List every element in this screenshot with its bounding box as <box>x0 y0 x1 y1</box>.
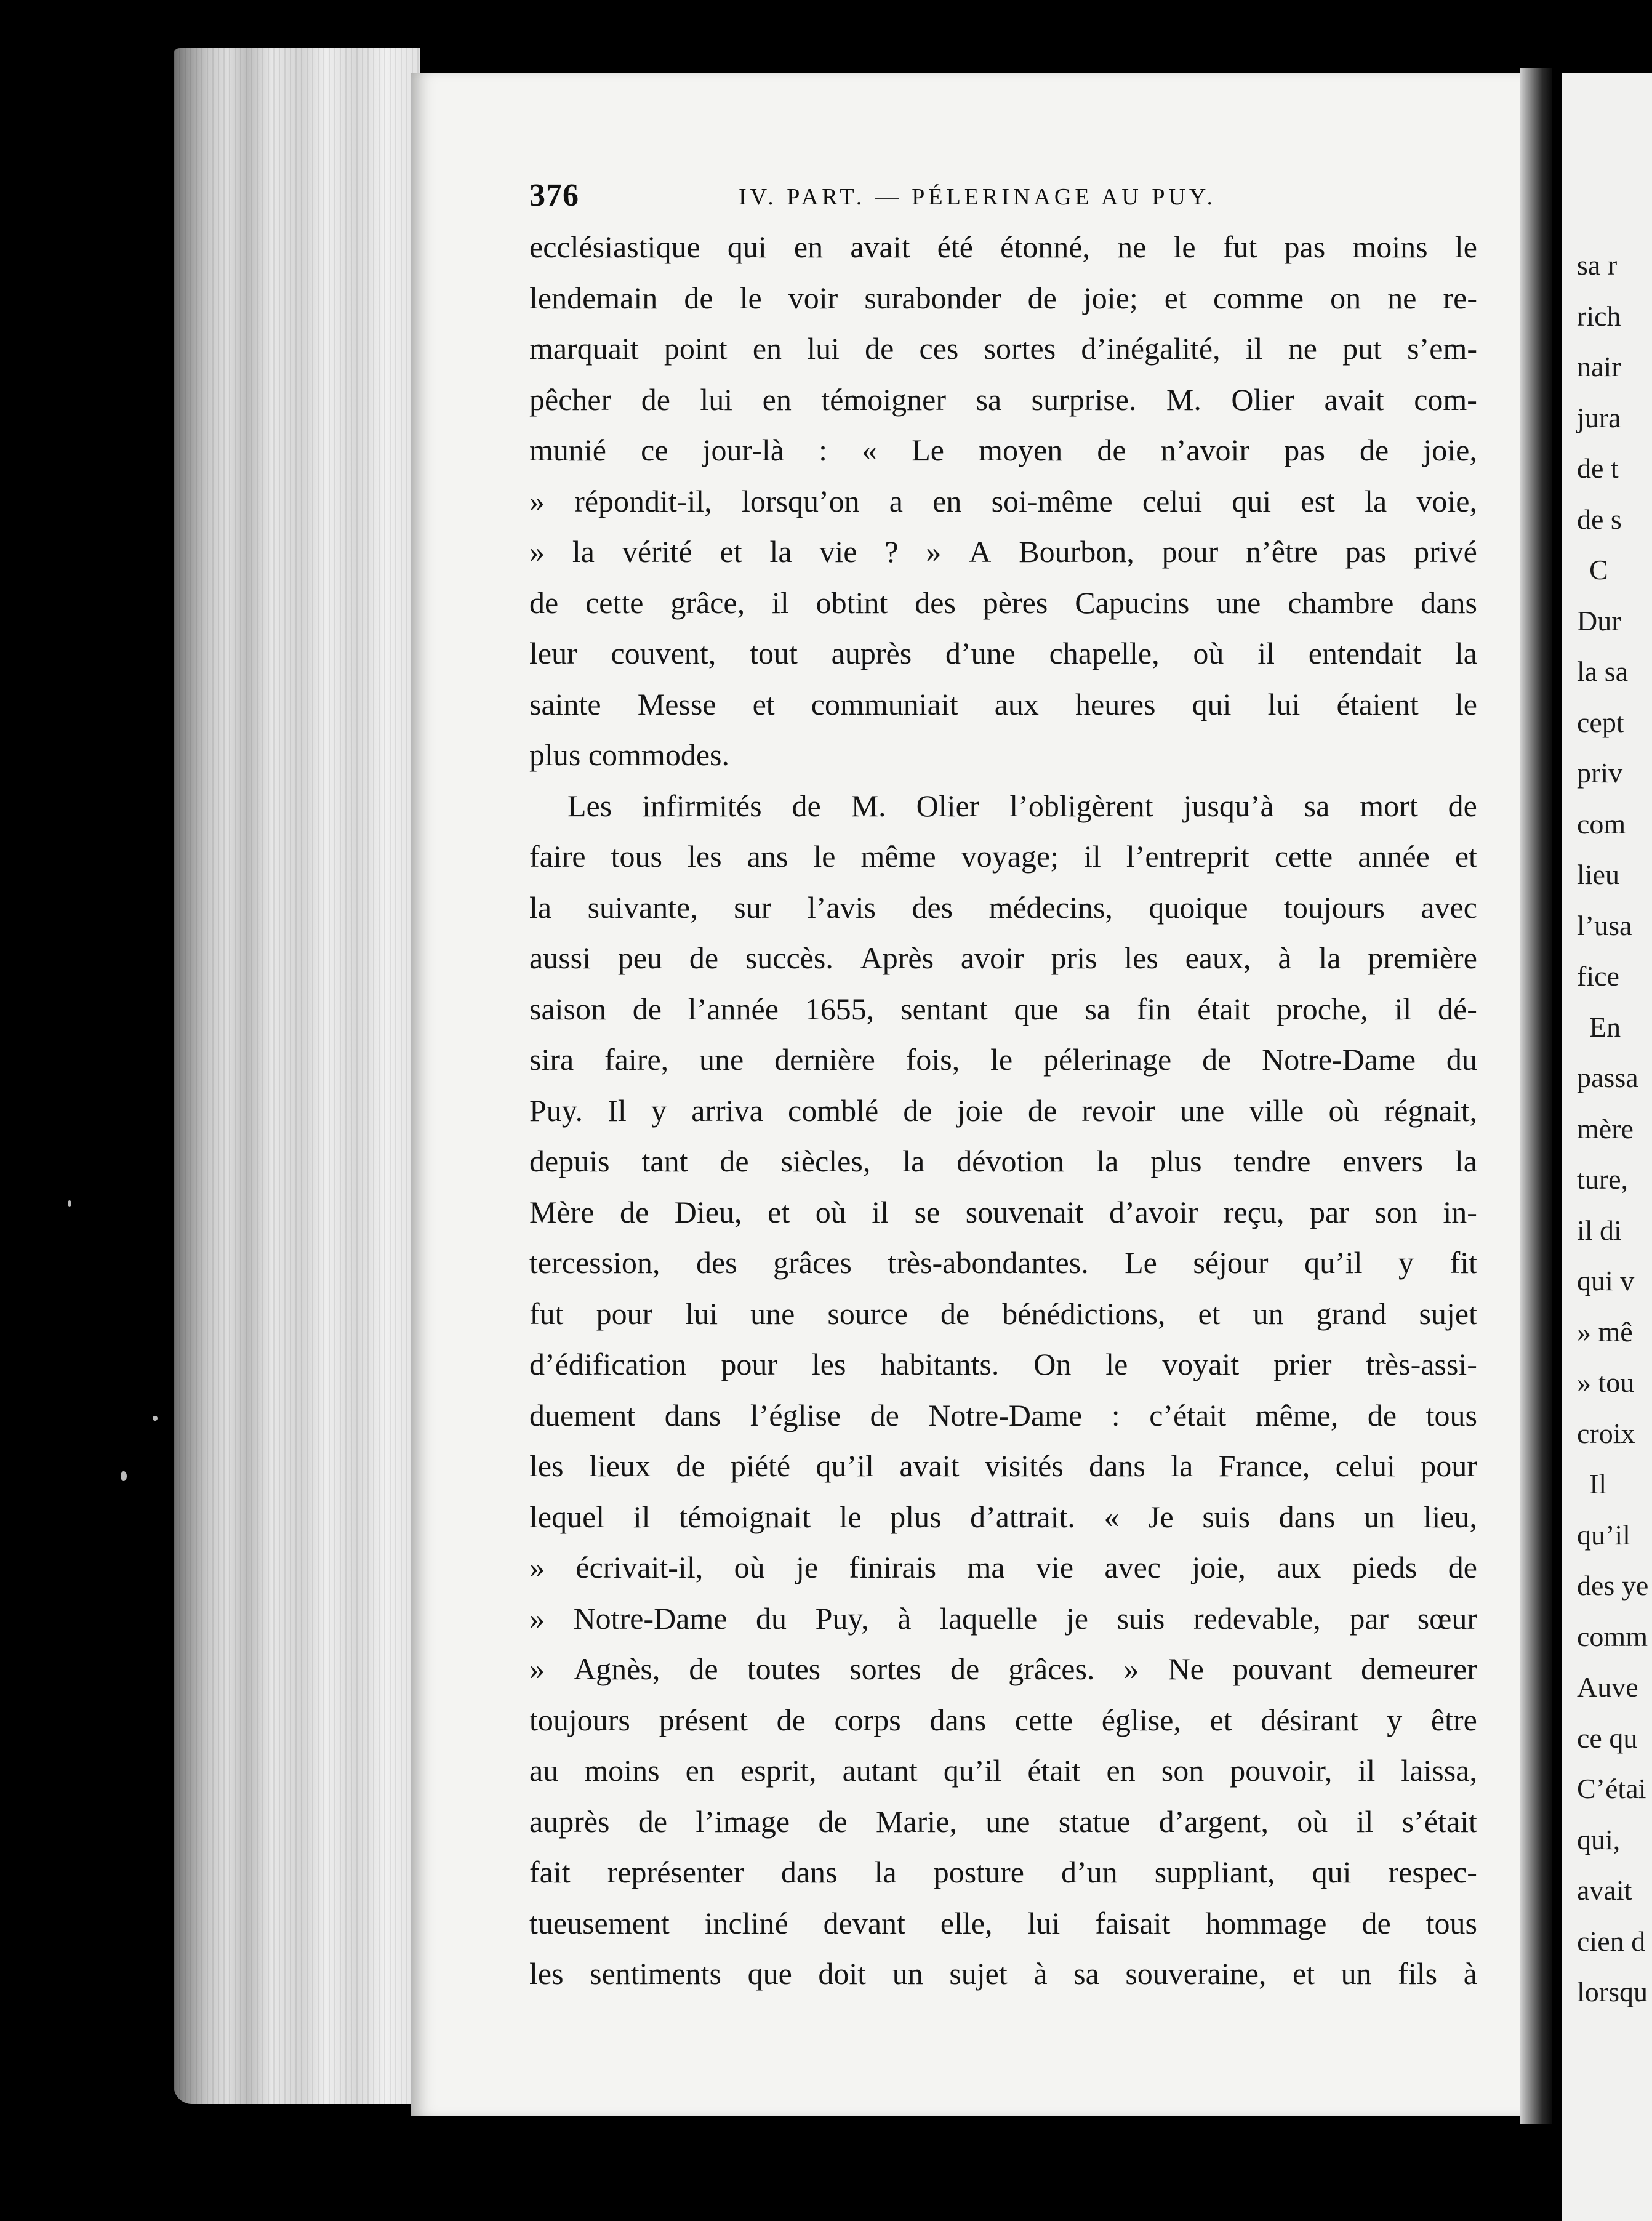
right-page-line: qui, <box>1577 1823 1621 1855</box>
text-line: d’édification pour les habitants. On le voyait prier très-assi- <box>529 1347 1477 1381</box>
text-line: tercession, des grâces très-abondantes. Le séjour qu’il y fit <box>529 1245 1477 1280</box>
text-line: Mère de Dieu, et où il se souvenait d’avoir reçu, par son in- <box>529 1194 1477 1229</box>
right-page-line: ture, <box>1577 1163 1629 1195</box>
text-line: faire tous les ans le même voyage; il l’entreprit cette année et <box>529 839 1477 874</box>
text-line: tueusement incliné devant elle, lui faisait hommage de tous <box>529 1905 1477 1940</box>
text-line: lequel il témoignait le plus d’attrait. « Je suis dans un lieu, <box>529 1499 1477 1534</box>
text-line: » la vérité et la vie ? » A Bourbon, pour n’être pas privé <box>529 534 1477 569</box>
text-line: plus commodes. <box>529 737 729 772</box>
right-page-line: com <box>1577 808 1626 840</box>
text-line: ecclésiastique qui en avait été étonné, ne le fut pas moins le <box>529 230 1477 264</box>
scan-speck <box>121 1471 127 1481</box>
right-page-line: lieu <box>1577 859 1619 890</box>
text-line: lendemain de le voir surabonder de joie; et comme on ne re- <box>529 280 1477 315</box>
right-page-line: cept <box>1577 706 1624 738</box>
book-gutter <box>1520 68 1552 2124</box>
text-line: auprès de l’image de Marie, une statue d’argent, où il s’était <box>529 1804 1477 1839</box>
right-page-line: de t <box>1577 452 1619 484</box>
text-line: aussi peu de succès. Après avoir pris les eaux, à la première <box>529 941 1477 975</box>
right-page-line: qui v <box>1577 1265 1635 1296</box>
right-page-line: jura <box>1577 401 1621 433</box>
right-page-line: rich <box>1577 300 1621 332</box>
text-line: sainte Messe et communiait aux heures qui lui étaient le <box>529 686 1477 721</box>
running-head: IV. PART. — PÉLERINAGE AU PUY. <box>739 184 1216 210</box>
text-line: toujours présent de corps dans cette église, et désirant y être <box>529 1702 1477 1737</box>
text-line: fut pour lui une source de bénédictions, et un grand sujet <box>529 1296 1477 1331</box>
text-line: leur couvent, tout auprès d’une chapelle, où il entendait la <box>529 636 1477 670</box>
text-line: la suivante, sur l’avis des médecins, quoique toujours avec <box>529 890 1477 925</box>
text-line: Les infirmités de M. Olier l’obligèrent jusqu’à sa mort de <box>567 788 1477 823</box>
right-page-line: C <box>1589 554 1608 585</box>
page-stack-lines <box>174 48 420 2104</box>
right-page-line: sa r <box>1577 249 1618 281</box>
right-page-line: Dur <box>1577 604 1621 637</box>
text-line: pêcher de lui en témoigner sa surprise. M. Olier avait com- <box>529 382 1477 417</box>
right-page-line: de s <box>1577 503 1622 535</box>
page-header <box>529 177 1490 220</box>
text-line: marquait point en lui de ces sortes d’inégalité, il ne put s’em- <box>529 331 1477 366</box>
right-page-line: passa <box>1577 1062 1638 1093</box>
right-page-line: il di <box>1577 1214 1622 1246</box>
text-line: » écrivait-il, où je finirais ma vie avec joie, aux pieds de <box>529 1550 1477 1584</box>
right-page-line: la sa <box>1577 656 1629 687</box>
text-line: les lieux de piété qu’il avait visités dans la France, celui pour <box>529 1448 1477 1483</box>
right-page-line: C’étai <box>1577 1773 1646 1804</box>
right-page-line: croix <box>1577 1417 1635 1449</box>
text-line: » Agnès, de toutes sortes de grâces. » Ne pouvant demeurer <box>529 1652 1477 1686</box>
text-line: » répondit-il, lorsqu’on a en soi-même celui qui est la voie, <box>529 483 1477 518</box>
right-page-line: Auve <box>1577 1671 1638 1703</box>
right-page-line: mère <box>1577 1112 1634 1144</box>
right-page-line: fice <box>1577 960 1619 992</box>
text-line: au moins en esprit, autant qu’il était en son pouvoir, il laissa, <box>529 1753 1477 1788</box>
right-page-line: En <box>1589 1011 1621 1043</box>
right-page-line: ce qu <box>1577 1722 1638 1754</box>
text-line: munié ce jour-là : « Le moyen de n’avoir pas de joie, <box>529 433 1477 467</box>
scan-speck <box>153 1416 158 1421</box>
text-line: » Notre-Dame du Puy, à laquelle je suis redevable, par sœur <box>529 1600 1477 1636</box>
body-text <box>529 222 1477 1999</box>
right-page-line: » mê <box>1577 1315 1633 1347</box>
text-line: duement dans l’église de Notre-Dame : c’était même, de tous <box>529 1397 1477 1432</box>
text-line: de cette grâce, il obtint des pères Capucins une chambre dans <box>529 585 1477 620</box>
right-page-line: priv <box>1577 757 1623 789</box>
right-page-line: qu’il <box>1577 1519 1630 1551</box>
right-page-line: comm <box>1577 1620 1648 1652</box>
right-page-line: l’usa <box>1577 909 1632 941</box>
text-line: les sentiments que doit un sujet à sa souveraine, et un fils à <box>529 1956 1477 1991</box>
text-line: saison de l’année 1655, sentant que sa fin était proche, il dé- <box>529 991 1477 1026</box>
scan-speck <box>68 1200 71 1207</box>
text-line: Puy. Il y arriva comblé de joie de revoir une ville où régnait, <box>529 1093 1477 1128</box>
text-line: sira faire, une dernière fois, le pélerinage de Notre-Dame du <box>529 1042 1477 1077</box>
right-page-line: nair <box>1577 351 1621 382</box>
right-page-line: Il <box>1589 1468 1607 1500</box>
right-page-line: des ye <box>1577 1570 1649 1601</box>
right-page-line: lorsqu <box>1577 1976 1648 2007</box>
right-page-text <box>1577 240 1652 2018</box>
text-line: fait représenter dans la posture d’un suppliant, qui respec- <box>529 1855 1477 1889</box>
text-line: depuis tant de siècles, la dévotion la plus tendre envers la <box>529 1144 1477 1178</box>
page-number: 376 <box>529 178 579 213</box>
right-page-line: cien d <box>1577 1925 1646 1957</box>
right-page-line: avait <box>1577 1874 1632 1906</box>
right-page-line: » tou <box>1577 1367 1635 1398</box>
